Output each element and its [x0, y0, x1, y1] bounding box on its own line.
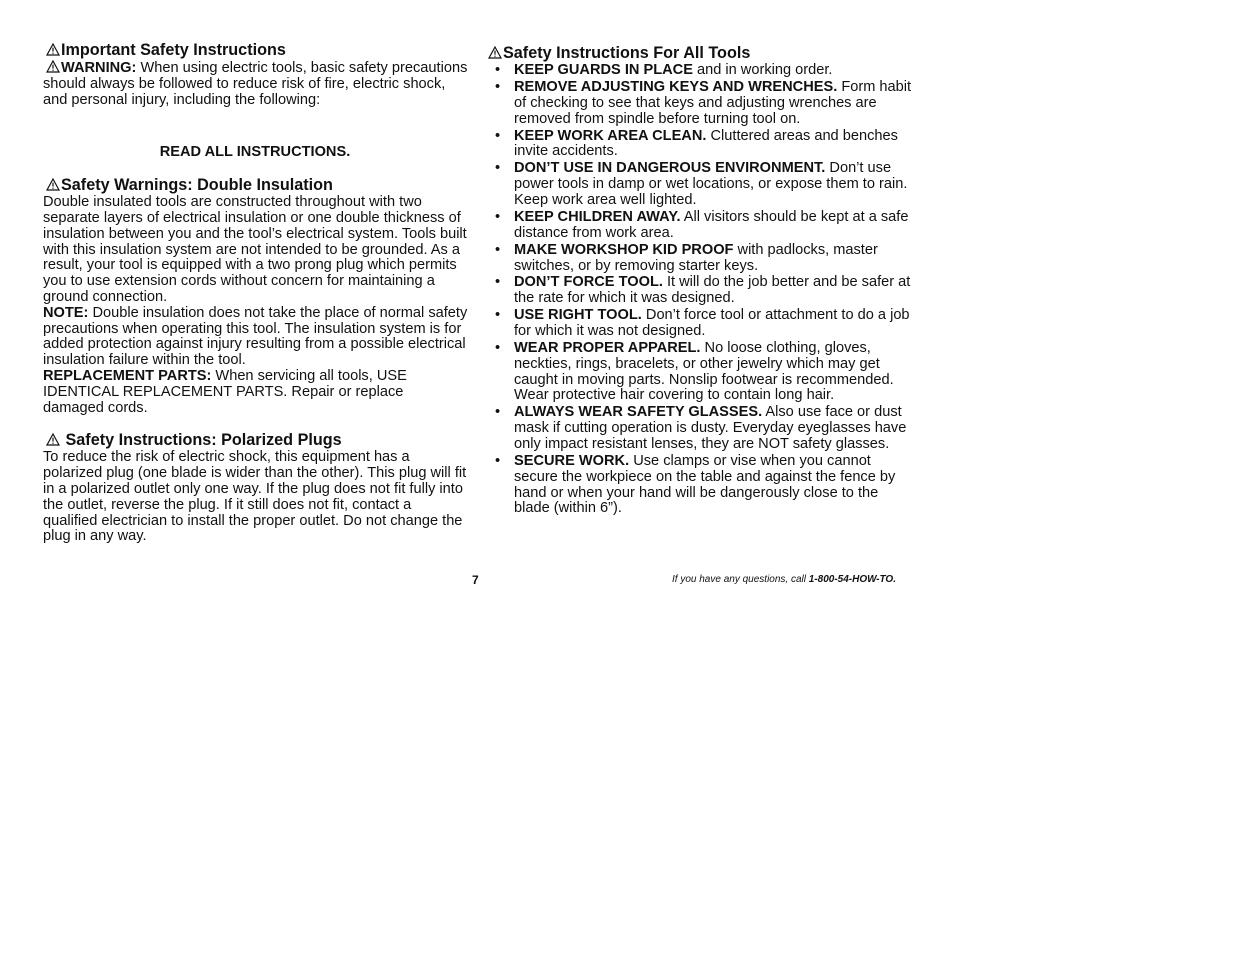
polarized-plugs-heading [43, 430, 468, 450]
bullet-icon: • [495, 62, 501, 78]
double-insulation-heading-text: Safety Warnings: Double Insulation [61, 176, 333, 195]
double-insulation-body: Double insulated tools are constructed throughout with two separate layers of electrical insulation or one double thickness of insulation between you and the tool’s electrical system. Tools built with this insulation system are not intended to be grounded. As a result, your tool is equipped with a two prong plug which permits you to use extension cords without concern for maintaining a ground connection. [43, 194, 467, 305]
bullet-icon: • [495, 127, 501, 144]
right-column [488, 43, 912, 518]
page-number: 7 [472, 573, 479, 587]
safety-bullet-list [488, 63, 912, 517]
warning-triangle-icon [46, 178, 60, 191]
warning-triangle-icon [46, 433, 60, 446]
item-text: Don’t force tool or attachment to do a job for which it was not designed. [514, 307, 910, 340]
item-label: KEEP WORK AREA CLEAN. [514, 127, 707, 144]
list-item [488, 243, 912, 275]
polarized-plugs-body: To reduce the risk of electric shock, this equipment has a polarized plug (one blade is wider than the other). This plug will fit in a polarized outlet only one way. If the plug does not fit fully into the outlet, reverse the plug. If it still does not fit, contact a qualified electrician to install the proper outlet. Do not change the plug in any way. [43, 449, 467, 545]
warning-text: When using electric tools, basic safety precautions should always be followed to reduce risk of fire, electric shock, and personal injury, including the following: [43, 60, 468, 108]
note-text: Double insulation does not take the place of normal safety precautions when operating this tool. The insulation system is for added protection against injury resulting from a possible electrical insulation failure within the tool. [43, 304, 468, 369]
item-label: WEAR PROPER APPAREL. [514, 340, 701, 357]
bullet-icon: • [495, 307, 501, 324]
item-text: Form habit of checking to see that keys and adjusting wrenches are removed from spindle before turning tool on. [514, 78, 912, 127]
list-item [488, 80, 912, 127]
note-label: NOTE: [43, 304, 89, 321]
item-label: ALWAYS WEAR SAFETY GLASSES. [514, 404, 763, 421]
replacement-paragraph [43, 369, 468, 416]
list-item [488, 63, 912, 79]
item-label: DON’T USE IN DANGEROUS ENVIRONMENT. [514, 160, 826, 177]
list-item [488, 210, 912, 242]
bullet-icon: • [495, 241, 501, 258]
bullet-icon: • [495, 274, 501, 291]
item-label: KEEP CHILDREN AWAY. [514, 208, 681, 225]
double-insulation-heading [43, 175, 468, 195]
list-item [488, 454, 912, 517]
list-item [488, 341, 912, 404]
bullet-icon: • [495, 160, 501, 177]
read-all-instructions: READ ALL INSTRUCTIONS. [159, 144, 351, 161]
list-item [488, 275, 912, 307]
contact-line [672, 574, 896, 585]
list-item [488, 308, 912, 340]
item-label: MAKE WORKSHOP KID PROOF [514, 241, 734, 258]
left-column [43, 40, 468, 545]
item-label: SECURE WORK. [514, 453, 630, 469]
item-label: DON’T FORCE TOOL. [514, 274, 663, 291]
all-tools-heading-text: Safety Instructions For All Tools [503, 44, 751, 62]
item-label: REMOVE ADJUSTING KEYS AND WRENCHES. [514, 78, 838, 95]
warning-triangle-icon [488, 46, 502, 59]
bullet-icon: • [495, 78, 501, 95]
warning-label: WARNING: [61, 60, 137, 76]
warning-paragraph [43, 60, 468, 108]
warning-triangle-icon [46, 43, 60, 56]
bullet-icon: • [495, 340, 501, 357]
replacement-text: When servicing all tools, USE IDENTICAL REPLACEMENT PARTS. Repair or replace damaged cords. [43, 367, 407, 416]
all-tools-heading [488, 43, 912, 63]
item-label: KEEP GUARDS IN PLACE [514, 62, 693, 78]
contact-prefix: If you have any questions, call [672, 574, 809, 585]
list-item [488, 129, 912, 161]
list-item [488, 405, 912, 452]
item-text: Also use face or dust mask if cutting operation is dusty. Everyday eyeglasses have only impact resistant lenses, they are NOT safety glasses. [514, 404, 907, 453]
bullet-icon: • [495, 453, 501, 469]
item-text: Don’t use power tools in damp or wet locations, or expose them to rain. Keep work area well lighted. [514, 160, 908, 208]
polarized-plugs-heading-text: Safety Instructions: Polarized Plugs [65, 431, 342, 450]
contact-number: 1-800-54-HOW-TO. [808, 574, 896, 585]
bullet-icon: • [495, 208, 501, 225]
note-paragraph [43, 306, 468, 369]
bullet-icon: • [495, 404, 501, 421]
item-text: Use clamps or vise when you cannot secure the workpiece on the table and against the fence by hand or when your hand will be dangerously close to the blade (within 6”). [514, 453, 896, 517]
item-text: and in working order. [692, 62, 833, 78]
item-text: No loose clothing, gloves, neckties, rings, bracelets, or other jewelry which may get caught in moving parts. Nonslip footwear is recommended. Wear protective hair covering to contain long hair. [514, 340, 894, 404]
item-text: It will do the job better and be safer at the rate for which it was designed. [514, 274, 911, 307]
item-text: Cluttered areas and benches invite accidents. [514, 127, 898, 160]
item-text: with padlocks, master switches, or by removing starter keys. [514, 241, 878, 274]
important-safety-heading [43, 40, 468, 60]
important-safety-heading-text: Important Safety Instructions [61, 41, 286, 59]
list-item [488, 161, 912, 208]
warning-triangle-icon [46, 60, 60, 73]
item-text: All visitors should be kept at a safe distance from work area. [514, 208, 909, 241]
item-label: USE RIGHT TOOL. [514, 307, 642, 324]
replacement-label: REPLACEMENT PARTS: [43, 367, 212, 384]
